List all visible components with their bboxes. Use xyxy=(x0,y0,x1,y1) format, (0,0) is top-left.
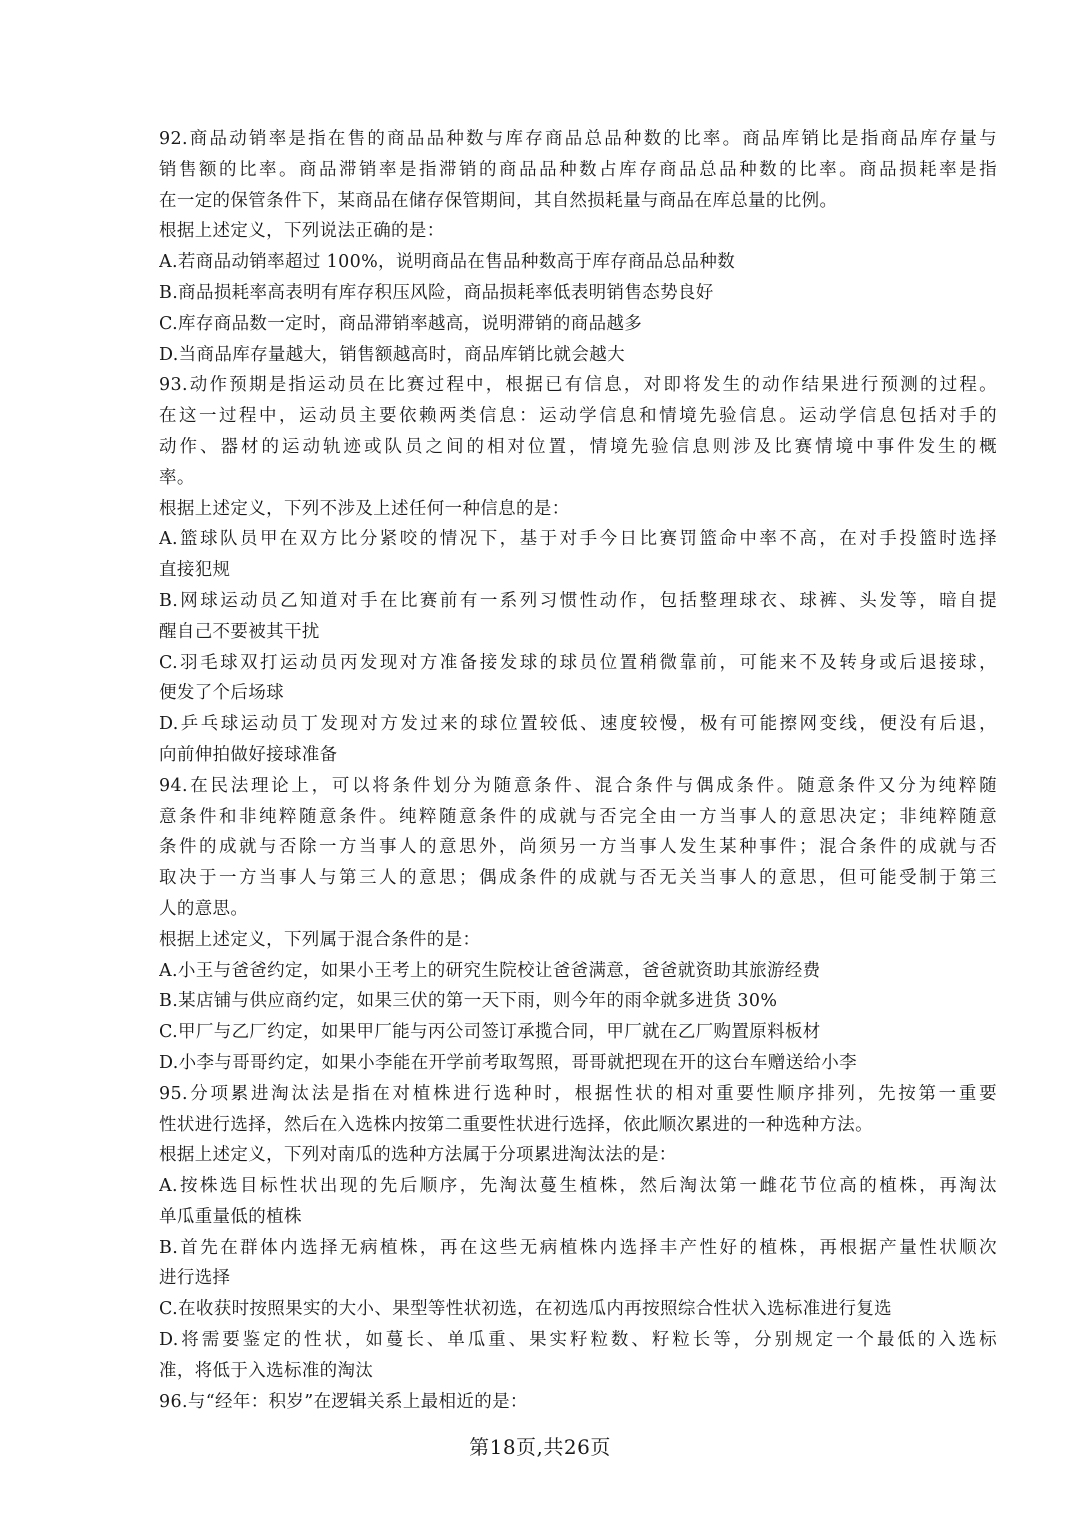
text-line: D.将需要鉴定的性状，如蔓长、单瓜重、果实籽粒数、籽粒长等，分别规定一个最低的入选标 xyxy=(159,1330,997,1351)
text-line: 根据上述定义，下列属于混合条件的是： xyxy=(159,929,481,950)
text-line: 意条件和非纯粹随意条件。纯粹随意条件的成就与否完全由一方当事人的意思决定；非纯粹随意 xyxy=(159,806,997,827)
text-line: C.羽毛球双打运动员丙发现对方准备接发球的球员位置稍微靠前，可能来不及转身或后退接球， xyxy=(159,652,997,673)
text-line: B.首先在群体内选择无病植株，再在这些无病植株内选择丰产性好的植株，再根据产量性状顺次 xyxy=(159,1237,997,1258)
text-line: 取决于一方当事人与第三人的意思；偶成条件的成就与否无关当事人的意思，但可能受制于第三 xyxy=(159,868,997,889)
text-line: A.小王与爸爸约定，如果小王考上的研究生院校让爸爸满意，爸爸就资助其旅游经费 xyxy=(159,960,821,981)
text-line: 根据上述定义，下列不涉及上述任何一种信息的是： xyxy=(159,498,570,519)
text-line: 在一定的保管条件下，某商品在储存保管期间，其自然损耗量与商品在库总量的比例。 xyxy=(159,190,838,211)
text-line: 醒自己不要被其干扰 xyxy=(159,621,320,642)
text-line: 率。 xyxy=(159,467,195,488)
text-line: 准，将低于入选标准的淘汰 xyxy=(159,1360,374,1381)
text-line: 进行选择 xyxy=(159,1268,231,1289)
text-line: A.若商品动销率超过 100%，说明商品在售品种数高于库存商品总品种数 xyxy=(159,252,736,273)
text-line: B.商品损耗率高表明有库存积压风险，商品损耗率低表明销售态势良好 xyxy=(159,282,714,303)
text-line: 92.商品动销率是指在售的商品品种数与库存商品总品种数的比率。商品库销比是指商品库存量与 xyxy=(159,129,997,149)
page-number-footer: 第18页,共26页 xyxy=(469,1435,611,1459)
text-line: 条件的成就与否除一方当事人的意思外，尚须另一方当事人发生某种事件；混合条件的成就与否 xyxy=(159,837,997,858)
text-line: B.网球运动员乙知道对手在比赛前有一系列习惯性动作，包括整理球衣、球裤、头发等，暗自提 xyxy=(159,590,997,611)
text-line: 性状进行选择，然后在入选株内按第二重要性状进行选择，依此顺次累进的一种选种方法。 xyxy=(159,1114,873,1135)
text-line: 根据上述定义，下列说法正确的是： xyxy=(159,221,445,242)
text-line: 向前伸拍做好接球准备 xyxy=(159,744,338,765)
text-line: 93.动作预期是指运动员在比赛过程中，根据已有信息，对即将发生的动作结果进行预测的过程。 xyxy=(159,375,997,396)
text-line: C.甲厂与乙厂约定，如果甲厂能与丙公司签订承揽合同，甲厂就在乙厂购置原料板材 xyxy=(159,1022,821,1043)
text-line: A.篮球队员甲在双方比分紧咬的情况下，基于对手今日比赛罚篮命中率不高，在对手投篮时选择 xyxy=(159,529,997,550)
document-body xyxy=(159,124,997,1417)
text-line: 95.分项累进淘汰法是指在对植株进行选种时，根据性状的相对重要性顺序排列，先按第一重要 xyxy=(159,1083,997,1104)
text-line: 直接犯规 xyxy=(159,560,231,581)
text-line: 在这一过程中，运动员主要依赖两类信息：运动学信息和情境先验信息。运动学信息包括对手的 xyxy=(159,406,997,427)
text-line: C.在收获时按照果实的大小、果型等性状初选，在初选瓜内再按照综合性状入选标准进行复选 xyxy=(159,1299,893,1320)
text-line: 根据上述定义，下列对南瓜的选种方法属于分项累进淘汰法的是： xyxy=(159,1145,677,1166)
text-line: 96.与“经年：积岁”在逻辑关系上最相近的是： xyxy=(159,1391,528,1412)
text-line: B.某店铺与供应商约定，如果三伏的第一天下雨，则今年的雨伞就多进货 30% xyxy=(159,991,778,1012)
text-line: 94.在民法理论上，可以将条件划分为随意条件、混合条件与偶成条件。随意条件又分为纯粹随 xyxy=(159,775,997,796)
text-line: 便发了个后场球 xyxy=(159,683,284,704)
text-line: D.乒乓球运动员丁发现对方发过来的球位置较低、速度较慢，极有可能擦网变线，便没有后退， xyxy=(159,714,997,735)
text-line: 单瓜重量低的植株 xyxy=(159,1206,302,1227)
text-line: 销售额的比率。商品滞销率是指滞销的商品品种数占库存商品总品种数的比率。商品损耗率是指 xyxy=(159,159,997,180)
text-line: A.按株选目标性状出现的先后顺序，先淘汰蔓生植株，然后淘汰第一雌花节位高的植株，再淘汰 xyxy=(159,1176,997,1197)
text-line: D.小李与哥哥约定，如果小李能在开学前考取驾照，哥哥就把现在开的这台车赠送给小李 xyxy=(159,1052,857,1073)
text-line: 人的意思。 xyxy=(159,898,249,919)
text-line: C.库存商品数一定时，商品滞销率越高，说明滞销的商品越多 xyxy=(159,313,643,334)
text-line: D.当商品库存量越大，销售额越高时，商品库销比就会越大 xyxy=(159,344,625,365)
text-line: 动作、器材的运动轨迹或队员之间的相对位置，情境先验信息则涉及比赛情境中事件发生的概 xyxy=(159,436,997,457)
